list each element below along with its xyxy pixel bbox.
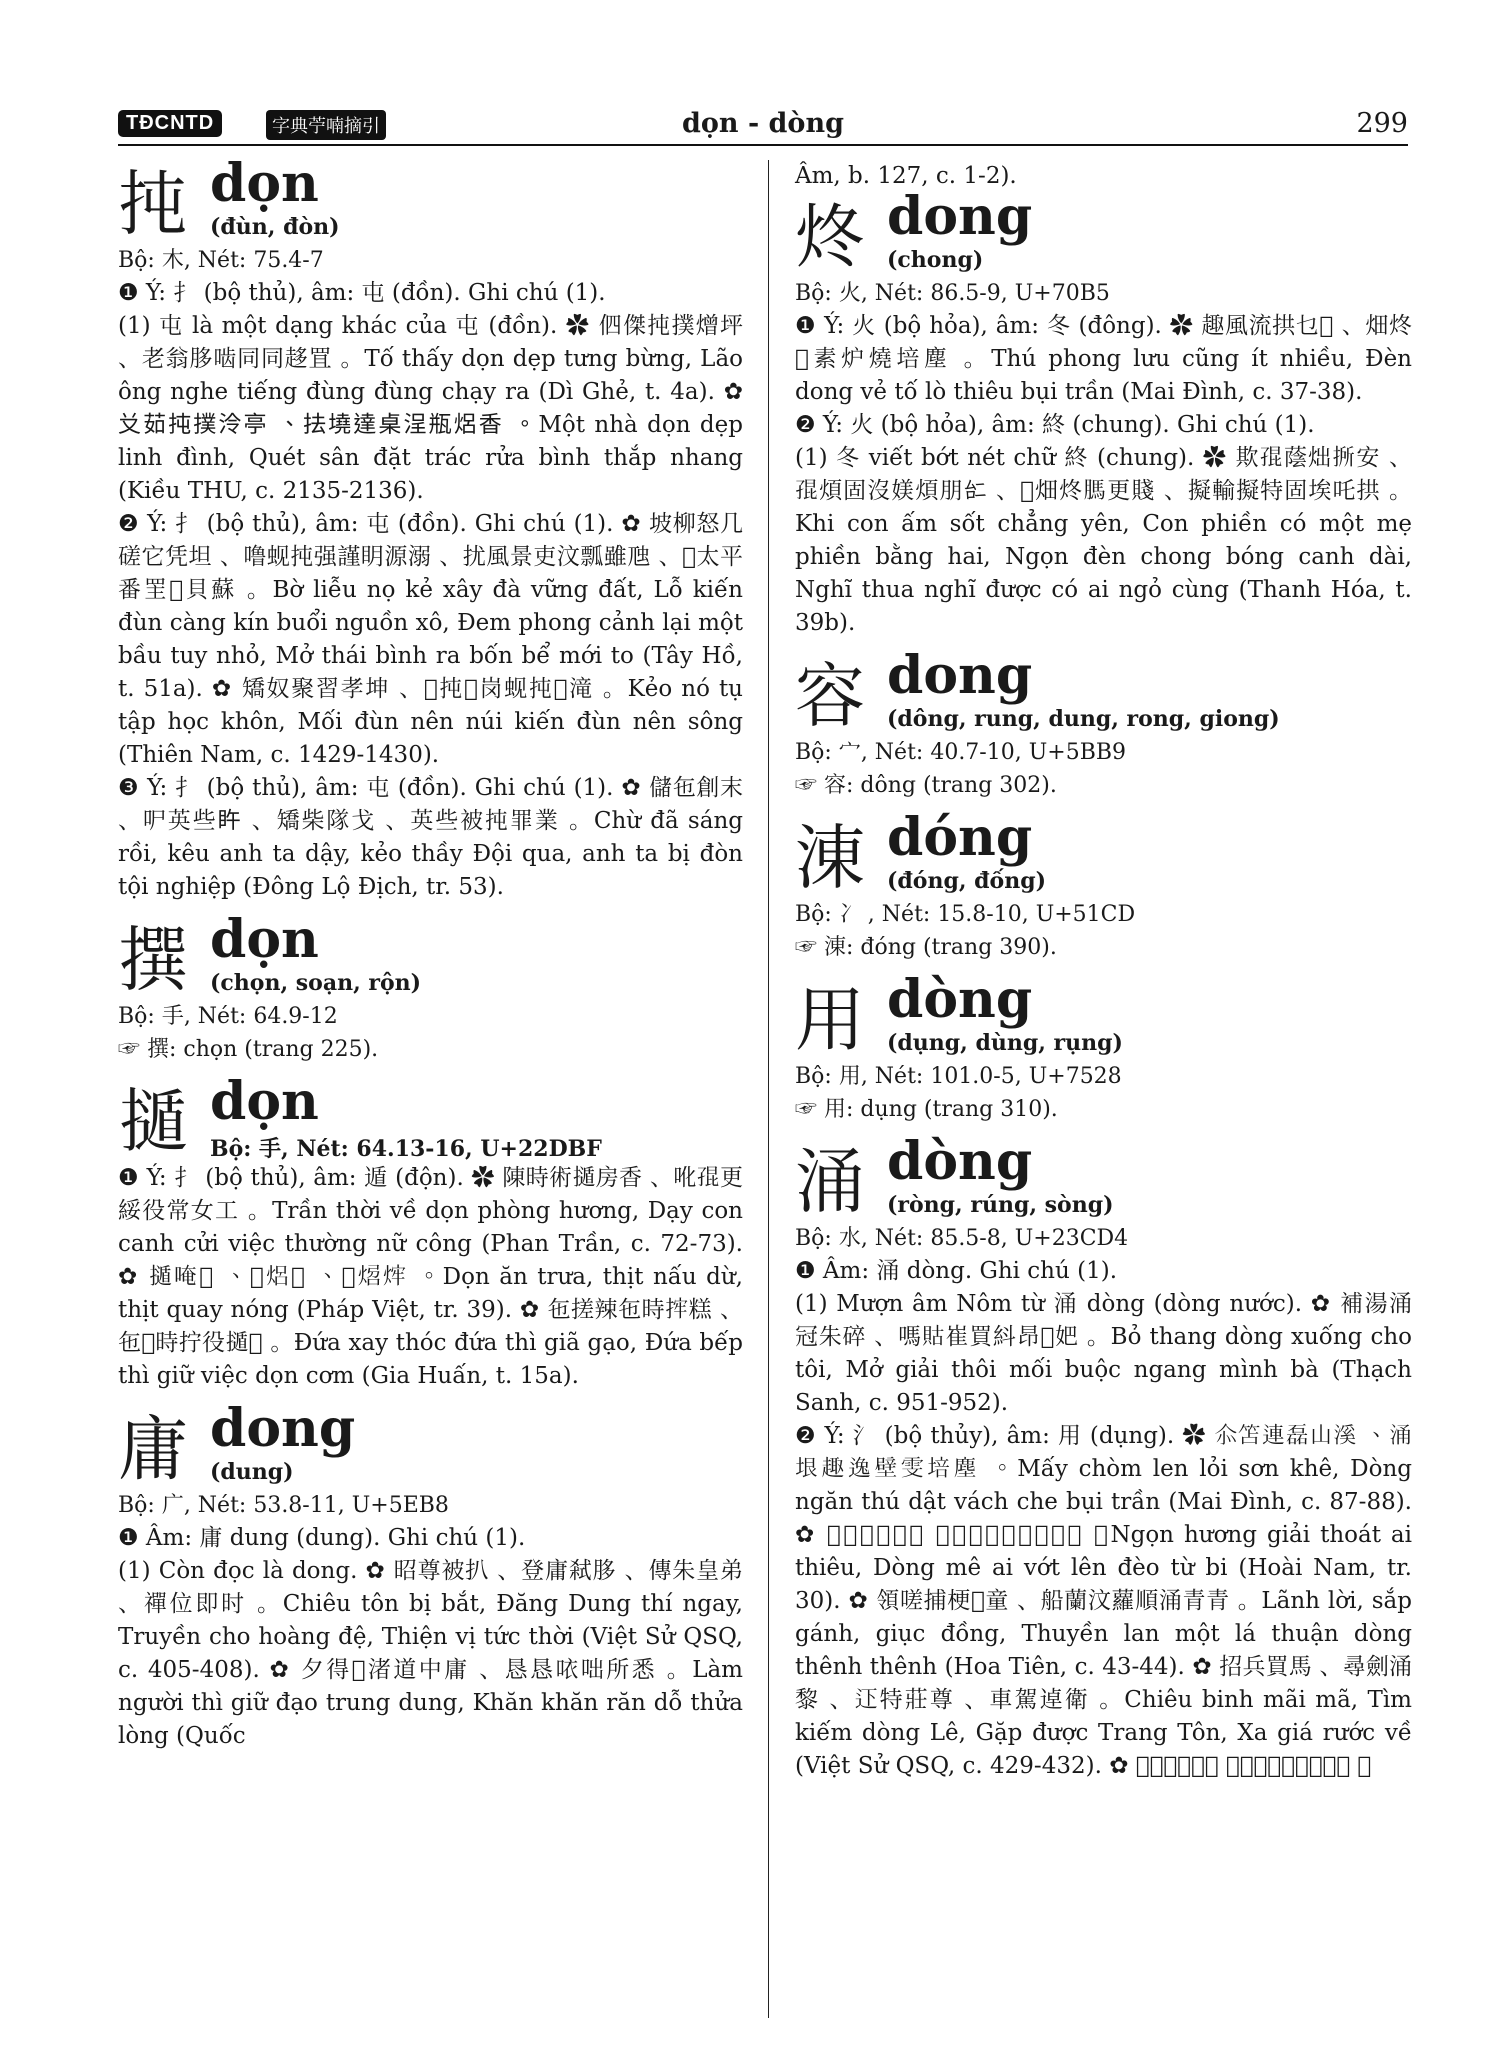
radical-info: Bộ: 手, Nét: 64.9-12 [118,1004,338,1029]
entry-don-2 [118,909,743,1066]
entry-don-1 [118,153,743,904]
headword-han: 用 [795,979,865,1061]
entry-dong-3 [795,645,1412,802]
headword: dọn [210,909,319,970]
variant-readings: (chọn, soạn, rộn) [210,970,422,996]
headword-han: 𢶿 [118,1081,188,1163]
sense: ❶ Ý: 火 (bộ hỏa), âm: 冬 (đông). ✿ 趣風流拱乜𩈘 、畑炵𢜝素炉燒培塵 。Thú phong lưu cũng ít nhiều, Đèn dong vẻ tố lò thiêu bụi trần (Mai Đình, c. 37-38). [795,313,1412,405]
sense: (1) 冬 viết bớt nét chữ 終 (chung). ✿ 欺𡥵蔭炪𢯢安 、𡥵煩固沒媄煩朋𠄩 、𦹵畑炵𦟐更賤 、擬輸擬特固埃吒拱 。Khi con ấm sốt chẳng yên, Con phiền có một mẹ phiền bằng hai, Ngọn đèn chong bóng canh dài, Nghĩ thua nghĩ được có ai ngỏ cùng (Thanh Hóa, t. 39b). [795,445,1412,636]
entry-head [118,1398,743,1490]
entry-don-3 [118,1071,743,1393]
entry-head [795,969,1412,1061]
headword: dòng [887,1131,1033,1192]
sense: ❷ Ý: 氵 (bộ thủy), âm: 用 (dụng). ✿ 𠇍笘連磊山溪 、涌垠趣逸壁雯培塵 。Mấy chòm len lỏi sơn khê, Dòng ngăn thú dật vách che bụi trần (Mai Đình, c. 87-88). ✿ 𦹵香𧵑脱埃燒 、涌迷埃越𨖲岩慈悲 。Ngọn hương giải thoát ai thiêu, Dòng mê ai vớt lên đèo từ bi (Hoài Nam, tr. 30). ✿ 領嗟捕梗𠻀童 、船蘭汶蘿順涌青青 。Lãnh lời, sắp gánh, giục đồng, Thuyền lan một lá thuận dòng thênh thênh (Hoa Tiên, c. 43-44). ✿ 招兵買馬 、尋劍涌黎 、𨑜特莊尊 、車駕逴衛 。Chiêu binh mãi mã, Tìm kiếm dòng Lê, Gặp được Trang Tôn, Xa giá rước về (Việt Sử QSQ, c. 429-432). ✿ 𡛔停𧡊𡨸麻輕 、領兵統制三丁汶涌 。 [795,1423,1412,1779]
headword-han: 撰 [118,919,188,1001]
variant-readings: (dung) [210,1459,294,1485]
sense: ❷ Ý: 火 (bộ hỏa), âm: 終 (chung). Ghi chú (1). [795,412,1315,438]
entry-dong-4 [795,807,1412,964]
cross-reference: ☞ 容: dông (trang 302). [795,773,1057,798]
radical-info: Bộ: 用, Nét: 101.0-5, U+7528 [795,1064,1122,1089]
headword: dong [210,1398,356,1459]
book-title-logo: 字典苧喃摘引 [266,110,386,140]
entry-dong-2 [795,186,1412,640]
sense: (1) Mượn âm Nôm từ 涌 dòng (dòng nước). ✿ 補湯涌冠朱碎 、嗎𧵑崔買紏昂𩢬妑 。Bỏ thang dòng xuống cho tôi, Mở giải thôi mối buộc ngang mình bà (Thạch Sanh, c. 951-952). [795,1291,1412,1416]
entry-head [795,1131,1412,1223]
headword-han: 庸 [118,1408,188,1490]
variant-readings: (đùn, đòn) [210,214,340,240]
headword: dọn [210,1071,319,1132]
variant-readings: (dụng, dùng, rụng) [887,1030,1123,1056]
left-column [118,153,743,2018]
entry-head [118,1071,743,1163]
headword: dong [887,645,1033,706]
radical-info: Bộ: 冫 , Nét: 15.8-10, U+51CD [795,902,1136,927]
publisher-logo: TĐCNTD [118,110,222,137]
entry-head [118,153,743,245]
radical-info: Bộ: 火, Nét: 86.5-9, U+70B5 [795,281,1110,306]
headword-han: 扽 [118,163,188,245]
sense: ❶ Âm: 涌 dòng. Ghi chú (1). [795,1258,1118,1284]
entry-dong-6 [795,1131,1412,1783]
radical-info: Bộ: 水, Nét: 85.5-8, U+23CD4 [795,1226,1129,1251]
sense: ❸ Ý: 扌 (bộ thủ), âm: 屯 (đồn). Ghi chú (1). ✿ 儲㐌創末 、㕧英些𥄭 、矯柴隊戈 、英些被扽罪業 。Chừ đã sáng rồi, kêu anh ta dậy, kẻo thầy Đội qua, anh ta bị đòn tội nghiệp (Đông Lộ Địch, tr. 53). [118,775,743,900]
entry-head [118,909,743,1001]
radical-info: Bộ: 木, Nét: 75.4-7 [118,248,324,273]
column-divider [768,160,769,2018]
headword: dong [887,186,1033,247]
sense: ❶ Âm: 庸 dung (dung). Ghi chú (1). [118,1525,526,1551]
headword: dòng [887,969,1033,1030]
continued-text: Âm, b. 127, c. 1-2). [795,163,1017,189]
headword-han: 涌 [795,1141,865,1223]
cross-reference: ☞ 用: dụng (trang 310). [795,1097,1058,1122]
running-title: dọn - dòng [682,108,844,139]
radical-info-inline: Bộ: 手, Nét: 64.13-16, U+22DBF [210,1136,602,1162]
sense: ❷ Ý: 扌 (bộ thủ), âm: 屯 (đồn). Ghi chú (1). ✿ 坡柳怒几磋它凭坦 、噜蚬扽强謹眀源溺 、扰風景吏汶瓢雖虺 、𢁑太平番罜𣳔貝蘇 。Bờ liễu nọ kẻ xây đà vững đất, Lỗ kiến đùn càng kín buổi nguồn xô, Đem phong cảnh lại một bầu tuy nhỏ, Mở thái bình ra bốn bể mới to (Tây Hồ, t. 51a). ✿ 矯奴聚習孝坤 、𡚢扽𥒥岗蚬扽𥒥滝 。Kẻo nó tụ tập học khôn, Mối đùn nên núi kiến đùn nên sông (Thiên Nam, c. 1429-1430). [118,511,743,768]
cross-reference: ☞ 撰: chọn (trang 225). [118,1037,379,1062]
entry-head [795,645,1412,737]
variant-readings: (dông, rung, dung, rong, giong) [887,706,1280,732]
headword-han: 容 [795,655,865,737]
sense: ❶ Ý: 扌 (bộ thủ), âm: 遁 (độn). ✿ 陳時術𢶿房香 、吪𡥵更綏役常女工 。Trần thời về dọn phòng hương, Dạy con canh cửi việc thường nữ công (Phan Trần, c. 72-73). ✿ 𢶿唵𣇜 、𩛖焒𤈜 、𩛖𤉝𤉍 。Dọn ăn trưa, thịt nấu dừ, thịt quay nóng (Pháp Việt, tr. 39). ✿ 㐌搓辣㐌時𢭂糕 、㐌𤒛時拧役𢶿𩛂 。Đứa xay thóc đứa thì giã gạo, Đứa bếp thì giữ việc dọn cơm (Gia Huấn, t. 15a). [118,1165,743,1389]
sense: ❶ Ý: 扌 (bộ thủ), âm: 屯 (đồn). Ghi chú (1). [118,280,606,306]
sense: (1) 屯 là một dạng khác của 屯 (đồn). ✿ 伵傑扽撲熷坪 、老翁䏧啮同同趍罝 。Tố thấy dọn dẹp tưng bừng, Lão ông nghe tiếng đùng đùng chạy ra (Dì Ghẻ, t. 4a). ✿ 𠬠茹扽撲泠亭 、抾墝達桌浧瓶焒香 。Một nhà dọn dẹp linh đình, Quét sân đặt trác rửa bình thắp nhang (Kiều THU, c. 2135-2136). [118,313,743,504]
variant-readings: (đóng, đống) [887,868,1047,894]
cross-reference: ☞ 涷: đóng (trang 390). [795,935,1057,960]
radical-info: Bộ: 广, Nét: 53.8-11, U+5EB8 [118,1493,449,1518]
headword-han: 炵 [795,196,865,278]
sense: (1) Còn đọc là dong. ✿ 昭尊被扒 、登庸弒䏧 、傳朱皇弟 、禪位即时 。Chiêu tôn bị bắt, Đăng Dung thí ngay, Truyền cho hoàng đệ, Thiện vị tức thời (Việt Sử QSQ, c. 405-408). ✿ 夕得𨀈渚道中庸 、恳恳𠲖咄所悉 。Làm người thì giữ đạo trung dung, Khăn khăn răn dỗ thửa lòng (Quốc [118,1558,743,1749]
page-number: 299 [1356,108,1408,139]
entry-head [795,807,1412,899]
entry-head [795,186,1412,278]
right-column [795,160,1412,2018]
headword: dọn [210,153,319,214]
entry-dong-5 [795,969,1412,1126]
variant-readings: (chong) [887,247,984,273]
headword-han: 涷 [795,817,865,899]
page-header [118,108,1408,146]
entry-dong-1 [118,1398,743,1753]
variant-readings: (ròng, rúng, sòng) [887,1192,1114,1218]
headword: dóng [887,807,1033,868]
radical-info: Bộ: 宀, Nét: 40.7-10, U+5BB9 [795,740,1127,765]
